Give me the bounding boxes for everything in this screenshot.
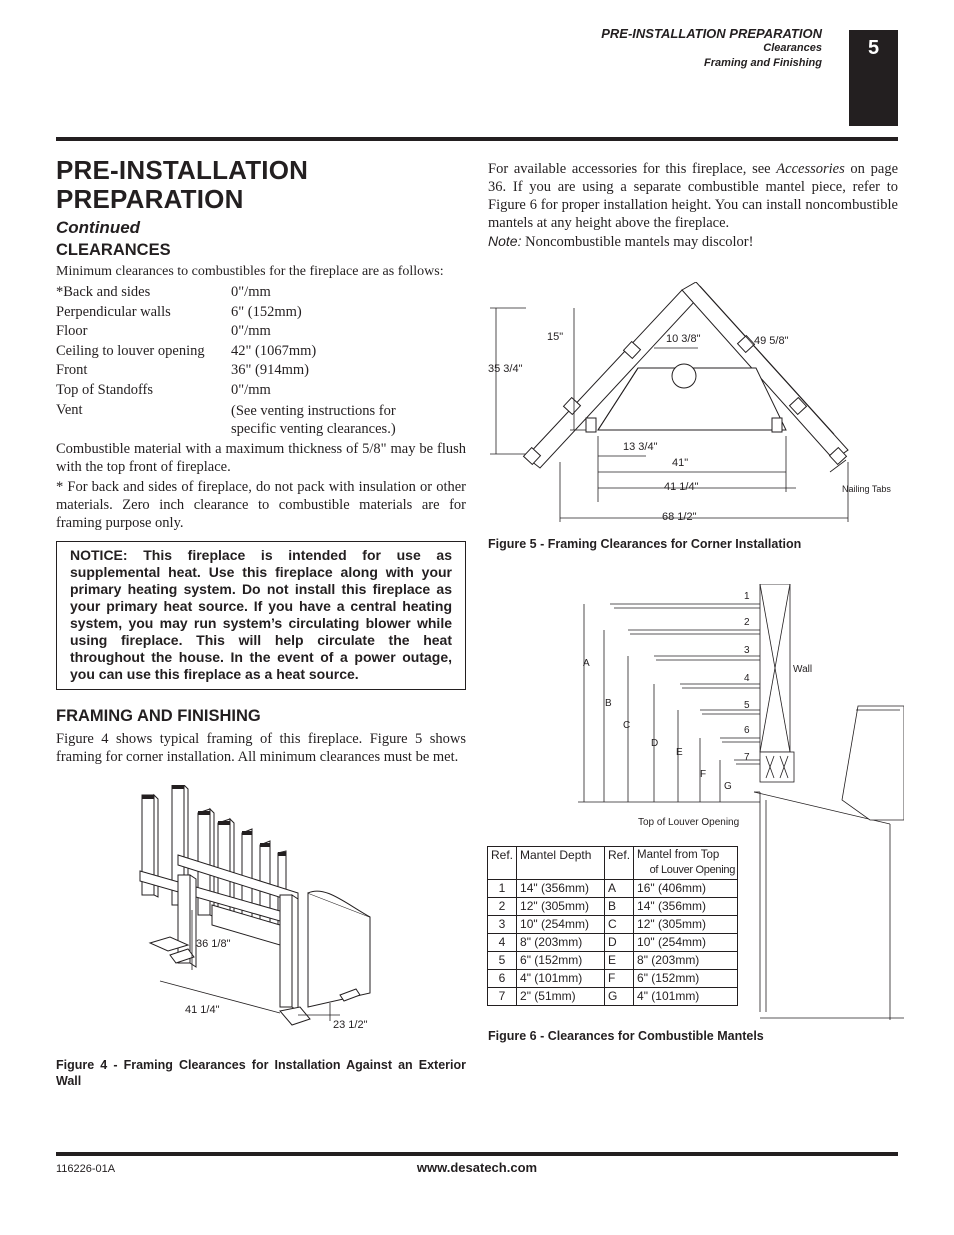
framing-text: Figure 4 shows typical framing of this fireplace. Figure 5 shows framing for corner installation. All minimum clearances must be met.	[56, 730, 466, 765]
svg-text:A: A	[583, 658, 590, 669]
table-header-row: Ref. Mantel Depth Ref. Mantel from Top of Louver Opening	[488, 847, 738, 880]
page-title: PRE-INSTALLATION PREPARATION	[56, 155, 309, 214]
fig4-dim-36: 36 1/8"	[196, 938, 231, 950]
fig6-wall-label: Wall	[793, 664, 813, 675]
page-number-tab: 5	[849, 30, 898, 126]
svg-text:6: 6	[744, 725, 750, 736]
table-row: 6 4" (101mm) F 6" (152mm)	[488, 970, 738, 988]
running-header	[601, 26, 822, 71]
header-section: PRE-INSTALLATION PREPARATION	[601, 26, 822, 41]
fig5-nailing-tabs: Nailing Tabs	[842, 484, 891, 494]
footer-url[interactable]: www.desatech.com	[416, 1160, 538, 1175]
top-rule	[56, 137, 898, 141]
clearance-row: Top of Standoffs 0"/mm	[56, 381, 271, 398]
document-code: 116226-01A	[56, 1163, 116, 1175]
clearances-list	[56, 283, 466, 438]
fig5-dim-41: 41"	[672, 457, 689, 469]
fig5-dim-68: 68 1/2"	[662, 511, 697, 523]
table-row: 4 8" (203mm) D 10" (254mm)	[488, 934, 738, 952]
svg-text:C: C	[623, 720, 631, 731]
header-sub-framing: Framing and Finishing	[704, 57, 822, 69]
svg-text:E: E	[676, 747, 683, 758]
figure-4-framing-drawing	[130, 785, 390, 1035]
figure-4-caption: Figure 4 - Framing Clearances for Installation Against an Exterior Wall	[56, 1058, 466, 1088]
figure-5-corner-drawing	[486, 282, 906, 528]
framing-heading: FRAMING AND FINISHING	[56, 706, 261, 725]
svg-text:G: G	[724, 781, 732, 792]
clearances-intro: Minimum clearances to combustibles for the fireplace are as follows:	[56, 264, 444, 279]
fig5-dim-35: 35 3/4"	[488, 363, 523, 375]
bottom-rule	[56, 1152, 898, 1156]
accessories-paragraph: For available accessories for this fireplace, see Accessories on page 36. If you are using a separate combustible mantel piece, refer to Figure 6 for proper installation height. You can install noncombustible mantels at any height above the fireplace. Note: Noncombustible mantels may discolor!	[488, 161, 899, 250]
continued-label: Continued	[56, 218, 141, 237]
combustible-note: Combustible material with a maximum thickness of 5/8" may be flush with the top front of fireplace.	[56, 440, 466, 475]
svg-text:B: B	[605, 698, 612, 709]
svg-text:D: D	[651, 738, 659, 749]
fig5-dim-15: 15"	[547, 331, 564, 343]
fig4-dim-23: 23 1/2"	[333, 1019, 368, 1031]
svg-text:3: 3	[744, 645, 750, 656]
header-sub-clearances: Clearances	[763, 42, 822, 54]
fig5-dim-10: 10 3/8"	[666, 333, 701, 345]
fig4-dim-41: 41 1/4"	[185, 1004, 220, 1016]
clearance-row: Front 36" (914mm)	[56, 362, 310, 379]
clearances-heading: CLEARANCES	[56, 241, 171, 259]
svg-text:4: 4	[744, 673, 750, 684]
mantel-clearance-table	[487, 846, 738, 1006]
clearance-row: *Back and sides 0"/mm	[56, 284, 271, 300]
fig5-dim-13: 13 3/4"	[623, 441, 658, 453]
svg-text:1: 1	[744, 591, 750, 602]
fig6-louver-label: Top of Louver Opening	[638, 817, 740, 828]
table-row: 2 12" (305mm) B 14" (356mm)	[488, 898, 738, 916]
svg-text:2: 2	[744, 617, 750, 628]
clearance-row: Ceiling to louver opening 42" (1067mm)	[56, 342, 317, 359]
note-text: Noncombustible mantels may discolor!	[521, 234, 754, 250]
clearance-row: Floor 0"/mm	[56, 323, 271, 340]
back-sides-note: * For back and sides of fireplace, do not pack with insulation or other materials. Zero inch clearance to combustible materials are for framing purpose only.	[56, 478, 466, 531]
svg-text:5: 5	[744, 700, 750, 711]
fig5-dim-49: 49 5/8"	[754, 335, 789, 347]
figure-6-caption: Figure 6 - Clearances for Combustible Mantels	[488, 1029, 764, 1043]
table-row: 5 6" (152mm) E 8" (203mm)	[488, 952, 738, 970]
clearance-row: Perpendicular walls 6" (152mm)	[56, 303, 302, 320]
notice-box: NOTICE: This fireplace is intended for use as supplemental heat. Use this fireplace along with your primary heating system. Do not install this fireplace as your primary heat source. If you have a central heating system, you may run system’s circulating blower while using fireplace. This will help circulate the heat throughout the house. In the event of a power outage, you can use this fireplace as a heat source.	[56, 541, 466, 690]
clearance-row: Vent (See venting instructions for specific venting clearances.)	[56, 401, 396, 437]
note-label: Note:	[488, 233, 522, 249]
fig5-dim-41q: 41 1/4"	[664, 481, 699, 493]
table-row: 3 10" (254mm) C 12" (305mm)	[488, 916, 738, 934]
table-row: 7 2" (51mm) G 4" (101mm)	[488, 988, 738, 1006]
left-column	[56, 156, 466, 766]
svg-text:F: F	[700, 769, 707, 780]
svg-text:7: 7	[744, 752, 750, 763]
table-row: 1 14" (356mm) A 16" (406mm)	[488, 880, 738, 898]
figure-5-caption: Figure 5 - Framing Clearances for Corner Installation	[488, 537, 802, 551]
